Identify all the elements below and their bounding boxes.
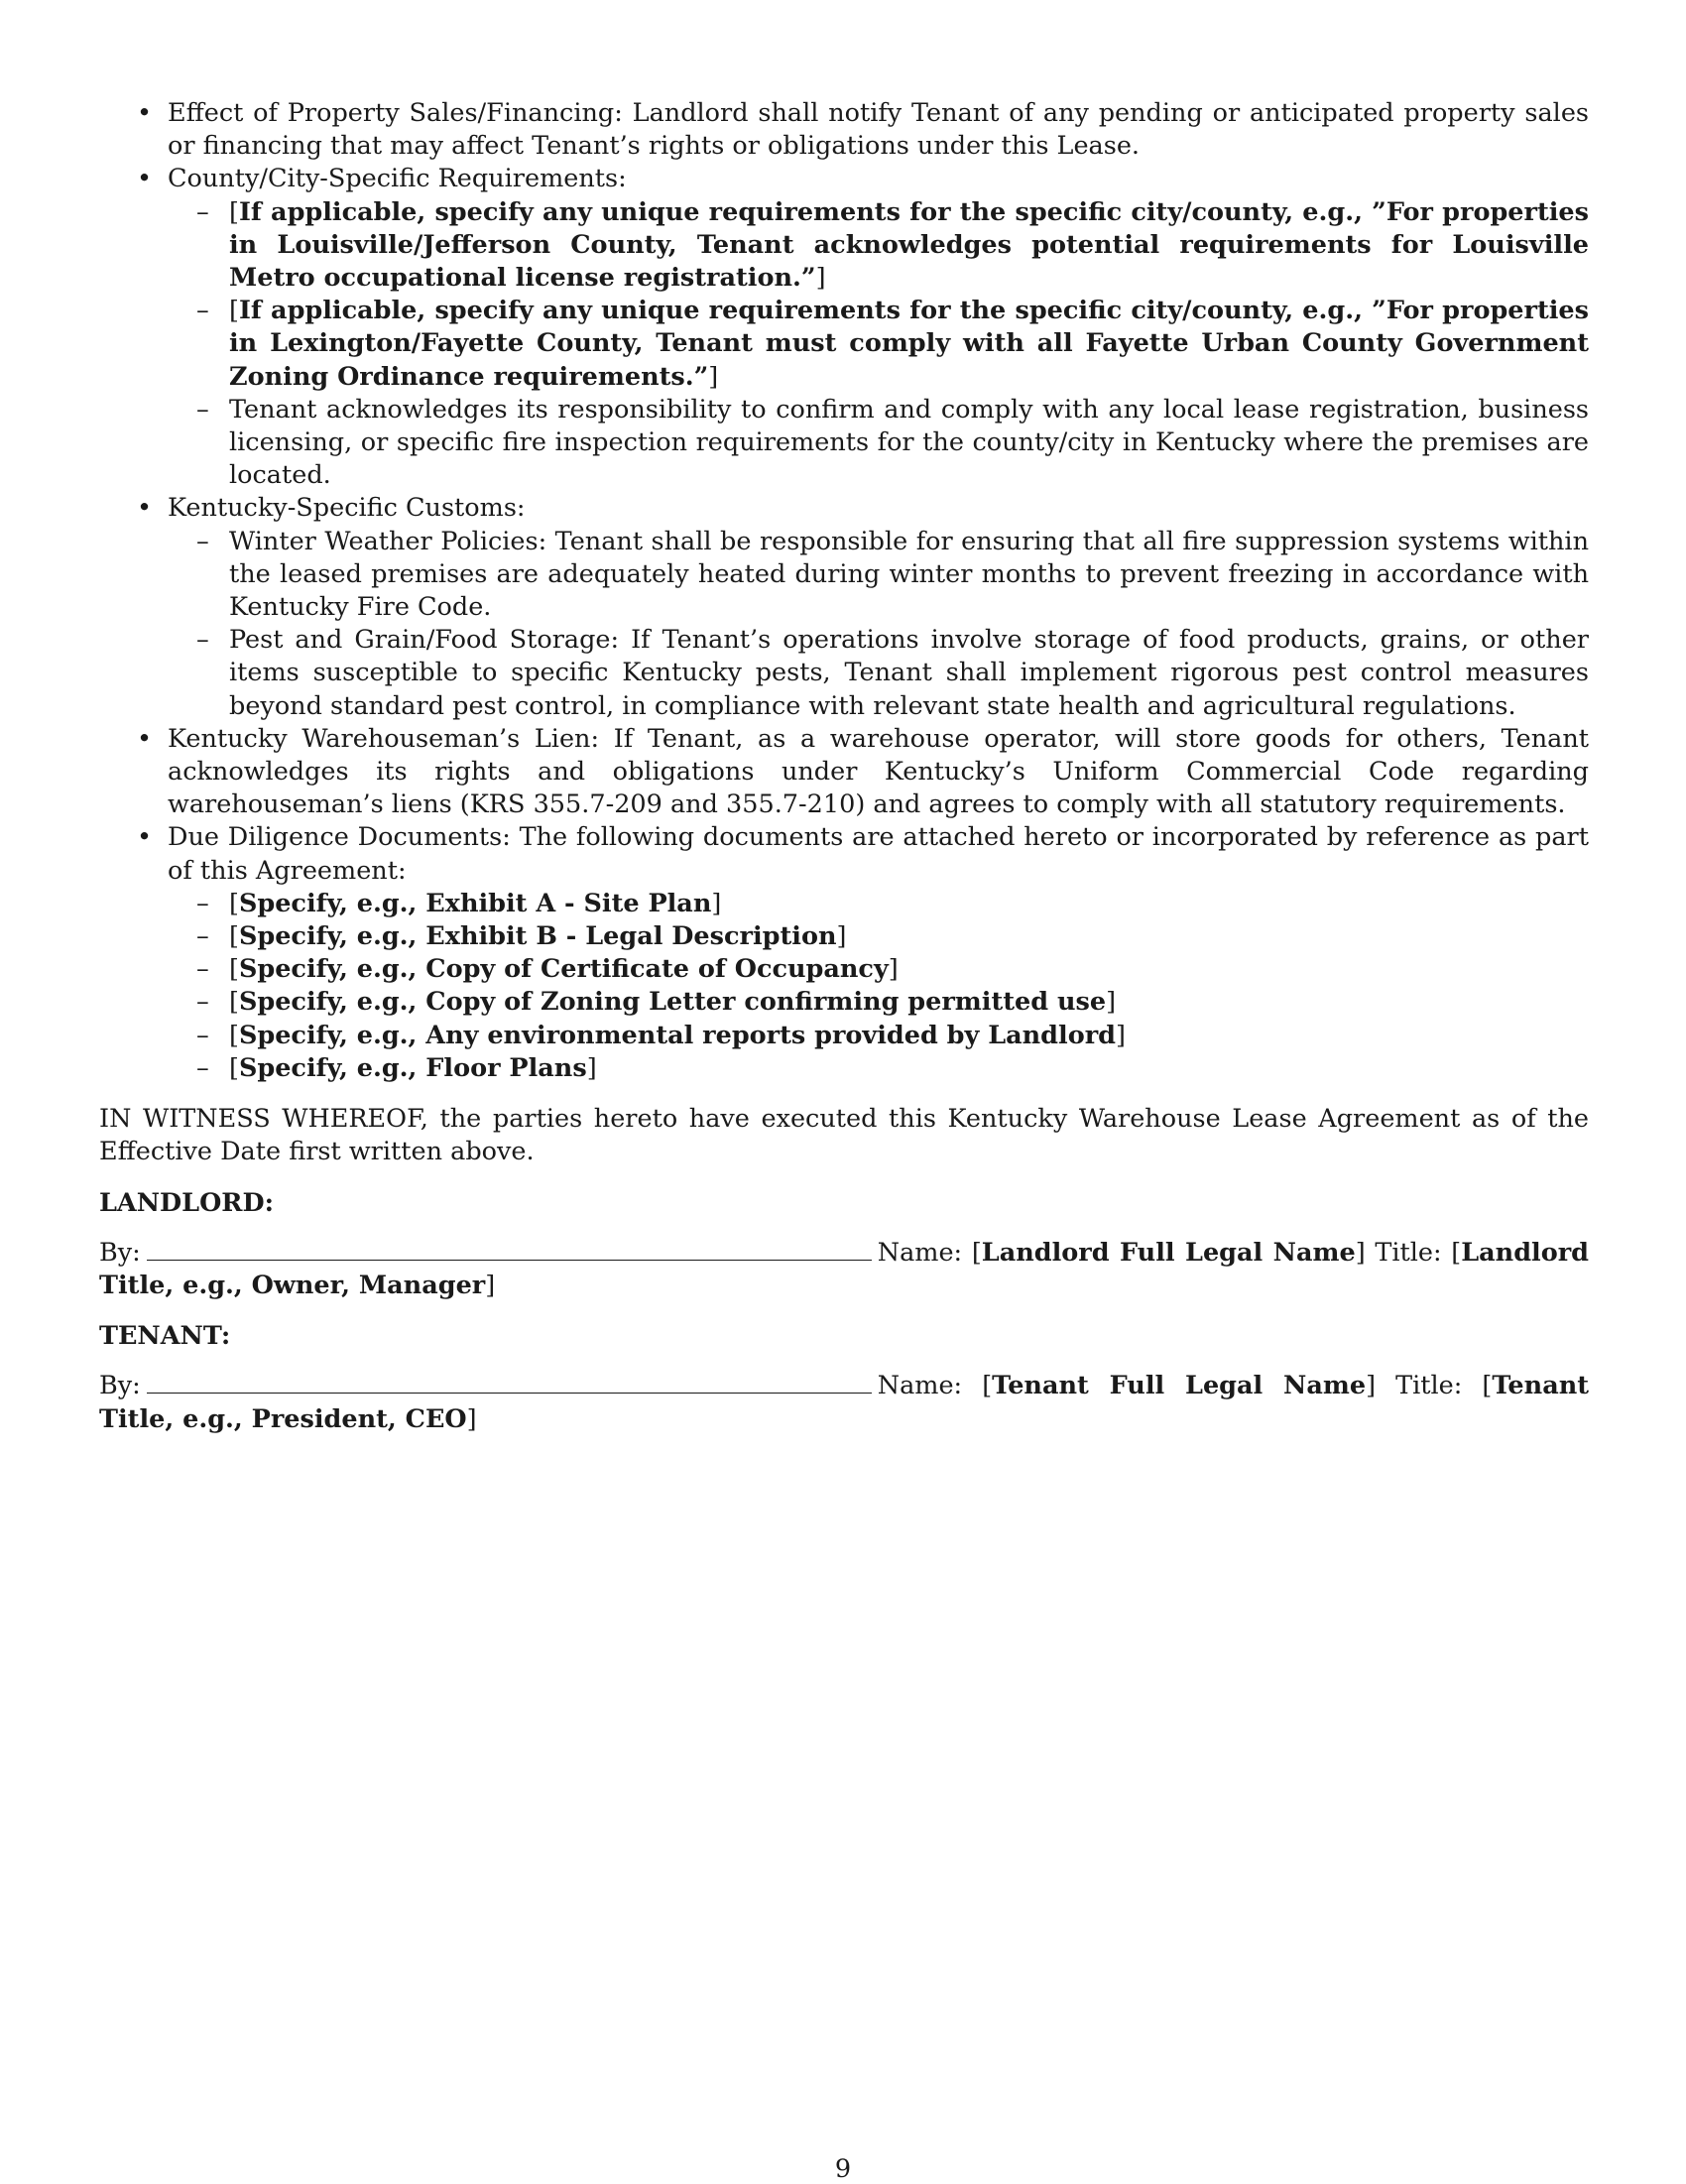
document-placeholder: Specify, e.g., Floor Plans bbox=[238, 1052, 587, 1083]
landlord-title-placeholder: Landlord Title, e.g., Owner, Manager bbox=[99, 1237, 1590, 1300]
warehouseman-lien-text: Kentucky Warehouseman’s Lien: If Tenant, as a warehouse operator, will store goods for others, Tenant acknowledges its rights and obligations under Kentucky’s Uniform Commercial Code regarding warehouseman’s liens (KRS 355.7-209 and 355.7-210) and agrees to comply with all statutory requirements. bbox=[168, 723, 1589, 820]
bracket-close: ] bbox=[485, 1270, 496, 1300]
document-placeholder: Specify, e.g., Exhibit B - Legal Description bbox=[238, 921, 837, 952]
louisville-placeholder: If applicable, specify any unique requirements for the specific city/county, e.g., ”For properties in Louisville/Jefferson County, Tenant acknowledges potential requirements for Louisville Metro occupational license registration.” bbox=[229, 196, 1589, 294]
bullet-marker: • bbox=[137, 723, 153, 754]
dash-marker: – bbox=[196, 526, 209, 556]
bracket-open: [ bbox=[982, 1371, 993, 1401]
kentucky-customs-label: Kentucky-Specific Customs: bbox=[168, 493, 526, 524]
bracket-close: ] bbox=[708, 361, 719, 392]
landlord-name-placeholder: Landlord Full Legal Name bbox=[981, 1237, 1356, 1268]
sublist-item-louisville bbox=[168, 196, 1589, 296]
tenant-signature-line[interactable] bbox=[147, 1371, 872, 1394]
list-item-property-sales bbox=[99, 97, 1589, 163]
document-item-environmental-reports bbox=[168, 1020, 1589, 1052]
bracket-close: ] bbox=[466, 1403, 477, 1434]
bracket-open: [ bbox=[229, 1052, 239, 1083]
landlord-signature-block bbox=[99, 1237, 1589, 1302]
customs-sublist bbox=[168, 526, 1589, 723]
documents-sublist bbox=[168, 888, 1589, 1085]
witness-clause: IN WITNESS WHEREOF, the parties hereto have executed this Kentucky Warehouse Lease Agreement as of the Effective Date first written above. bbox=[99, 1104, 1589, 1167]
bullet-marker: • bbox=[137, 822, 153, 853]
tenant-name-placeholder: Tenant Full Legal Name bbox=[992, 1371, 1367, 1401]
sublist-item-local-compliance bbox=[168, 394, 1589, 493]
winter-weather-text: Winter Weather Policies: Tenant shall be responsible for ensuring that all fire suppression systems within the leased premises are adequately heated during winter months to prevent freezing in accordance with Kentucky Fire Code. bbox=[229, 526, 1589, 623]
dash-marker: – bbox=[196, 888, 209, 918]
due-diligence-label: Due Diligence Documents: The following documents are attached hereto or incorporated by reference as part of this Agreement: bbox=[168, 822, 1589, 886]
bracket-close: ] bbox=[1115, 1020, 1126, 1050]
tenant-title-placeholder: Tenant Title, e.g., President, CEO bbox=[99, 1371, 1590, 1434]
dash-marker: – bbox=[196, 394, 209, 425]
bracket-open: [ bbox=[229, 954, 239, 985]
dash-marker: – bbox=[196, 921, 209, 952]
bracket-open: [ bbox=[1451, 1237, 1462, 1268]
dash-marker: – bbox=[196, 987, 209, 1018]
bracket-open: [ bbox=[229, 296, 239, 326]
dash-marker: – bbox=[196, 1052, 209, 1083]
bracket-close: ] bbox=[1106, 987, 1117, 1018]
local-compliance-text: Tenant acknowledges its responsibility to confirm and comply with any local lease registration, business licensing, or specific fire inspection requirements for the county/city in Kentucky where the premises are located. bbox=[229, 394, 1589, 491]
dash-marker: – bbox=[196, 625, 209, 656]
bullet-marker: • bbox=[137, 493, 153, 524]
landlord-signature-line[interactable] bbox=[147, 1238, 872, 1261]
bracket-open: [ bbox=[971, 1237, 982, 1268]
bracket-open: [ bbox=[229, 196, 239, 227]
document-item-legal-description bbox=[168, 920, 1589, 953]
tenant-name-label: Name: bbox=[877, 1371, 963, 1401]
bracket-close: ] bbox=[815, 263, 826, 294]
bracket-open: [ bbox=[229, 1020, 239, 1050]
document-placeholder: Specify, e.g., Any environmental reports provided by Landlord bbox=[238, 1020, 1116, 1050]
county-requirements-label: County/City-Specific Requirements: bbox=[168, 164, 627, 194]
list-item-warehouseman-lien bbox=[99, 723, 1589, 822]
county-sublist bbox=[168, 196, 1589, 493]
bracket-close: ] bbox=[1366, 1371, 1377, 1401]
bracket-open: [ bbox=[1482, 1371, 1493, 1401]
bracket-open: [ bbox=[229, 888, 239, 918]
sublist-item-winter-weather bbox=[168, 526, 1589, 625]
sublist-item-lexington bbox=[168, 295, 1589, 394]
bracket-close: ] bbox=[836, 921, 847, 952]
list-item-county-requirements bbox=[99, 163, 1589, 492]
document-placeholder: Specify, e.g., Copy of Zoning Letter confirming permitted use bbox=[238, 987, 1107, 1018]
bullet-marker: • bbox=[137, 98, 153, 128]
landlord-title-label: Title: bbox=[1375, 1237, 1442, 1268]
tenant-heading: TENANT: bbox=[99, 1321, 231, 1352]
main-list bbox=[99, 97, 1589, 1085]
bracket-close: ] bbox=[888, 954, 899, 985]
bracket-close: ] bbox=[586, 1052, 597, 1083]
dash-marker: – bbox=[196, 954, 209, 985]
document-item-site-plan bbox=[168, 888, 1589, 920]
list-item-kentucky-customs bbox=[99, 492, 1589, 722]
dash-marker: – bbox=[196, 1020, 209, 1050]
tenant-by-label: By: bbox=[99, 1371, 141, 1401]
tenant-title-label: Title: bbox=[1395, 1371, 1463, 1401]
landlord-heading: LANDLORD: bbox=[99, 1187, 274, 1218]
document-placeholder: Specify, e.g., Copy of Certificate of Occupancy bbox=[238, 954, 889, 985]
dash-marker: – bbox=[196, 196, 209, 227]
document-page bbox=[99, 97, 1589, 1436]
sublist-item-pest-storage bbox=[168, 624, 1589, 723]
bracket-close: ] bbox=[711, 888, 722, 918]
lexington-placeholder: If applicable, specify any unique requirements for the specific city/county, e.g., ”For properties in Lexington/Fayette County, Tenant must comply with all Fayette Urban County Government Zoning Ordinance requirements.” bbox=[229, 296, 1589, 392]
list-item-due-diligence bbox=[99, 821, 1589, 1085]
document-item-certificate-occupancy bbox=[168, 953, 1589, 986]
page-number: 9 bbox=[834, 2154, 852, 2184]
landlord-name-label: Name: bbox=[877, 1237, 963, 1268]
document-item-zoning-letter bbox=[168, 986, 1589, 1019]
landlord-by-label: By: bbox=[99, 1237, 141, 1268]
tenant-signature-block bbox=[99, 1370, 1589, 1435]
property-sales-text: Effect of Property Sales/Financing: Landlord shall notify Tenant of any pending or anticipated property sales or financing that may affect Tenant’s rights or obligations under this Lease. bbox=[168, 98, 1589, 162]
bracket-open: [ bbox=[229, 987, 239, 1018]
document-item-floor-plans bbox=[168, 1052, 1589, 1085]
dash-marker: – bbox=[196, 296, 209, 326]
pest-storage-text: Pest and Grain/Food Storage: If Tenant’s operations involve storage of food products, grains, or other items susceptible to specific Kentucky pests, Tenant shall implement rigorous pest control measures beyond standard pest control, in compliance with relevant state health and agricultural regulations. bbox=[229, 625, 1589, 721]
bullet-marker: • bbox=[137, 164, 153, 194]
document-placeholder: Specify, e.g., Exhibit A - Site Plan bbox=[238, 888, 712, 918]
bracket-close: ] bbox=[1355, 1237, 1366, 1268]
bracket-open: [ bbox=[229, 921, 239, 952]
